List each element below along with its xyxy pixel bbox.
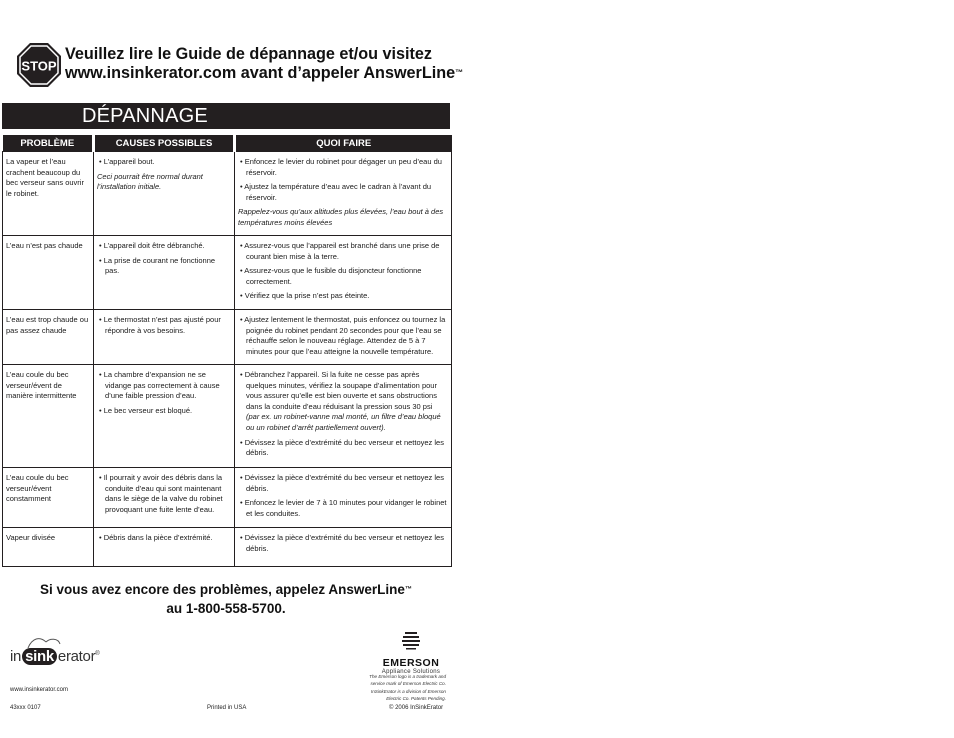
actions-cell	[235, 152, 452, 236]
emerson-name: EMERSON	[382, 657, 440, 669]
causes-cell	[94, 310, 235, 365]
header-problem: PROBLÈME	[3, 135, 94, 152]
causes-cell	[94, 528, 235, 567]
causes-cell	[94, 365, 235, 468]
website-link: www.insinkerator.com	[10, 687, 69, 693]
problem-cell: L’eau est trop chaude ou pas assez chaude	[3, 310, 94, 365]
problem-cell: L’eau n’est pas chaude	[3, 236, 94, 310]
header-causes: CAUSES POSSIBLES	[94, 135, 235, 152]
action-item: • Vérifiez que la prise n’est pas éteinte.	[240, 291, 370, 301]
trademark-note: The Emerson logo is a trademark and service mark of Emerson Electric Co. InSinkErator is a division of Emerson Electric Co. Patents Pending.	[369, 674, 446, 702]
callout-line-1: Si vous avez encore des problèmes, appelez AnswerLine™	[40, 582, 412, 597]
stop-sign-text: STOP	[21, 58, 57, 74]
problem-cell: L’eau coule du bec verseur/évent de manière intermittente	[3, 365, 94, 468]
table-row	[3, 152, 452, 236]
action-item: • Enfoncez le levier du robinet pour dégager un peu d’eau du réservoir.	[240, 157, 442, 177]
insinkerator-logo	[10, 634, 110, 684]
printed-in: Printed in USA	[207, 705, 247, 711]
answerline-callout	[2, 580, 450, 618]
callout-line-2: au 1-800-558-5700.	[166, 601, 286, 616]
action-item: • Dévissez la pièce d’extrémité du bec verseur et nettoyez les débris.	[240, 437, 444, 458]
cause-item: • Débris dans la pièce d’extrémité.	[99, 533, 213, 542]
cause-note: Ceci pourrait être normal durant l’installation initiale.	[97, 171, 203, 192]
table-row	[3, 528, 452, 567]
action-item: • Assurez-vous que l’appareil est branché dans une prise de courant bien mise à la terre.	[240, 241, 440, 261]
header	[16, 42, 464, 90]
table-row	[3, 468, 452, 528]
causes-cell	[94, 236, 235, 310]
troubleshooting-table	[2, 135, 452, 567]
causes-cell	[94, 468, 235, 528]
header-text	[65, 45, 463, 83]
action-item: • Dévissez la pièce d’extrémité du bec verseur et nettoyez les débris.	[240, 533, 444, 553]
problem-cell: La vapeur et l’eau crachent beaucoup du bec verseur sans ouvrir le robinet.	[3, 152, 94, 236]
table-row	[3, 365, 452, 468]
emerson-globe-icon	[401, 630, 421, 650]
action-item: • Assurez-vous que le fusible du disjoncteur fonctionne correctement.	[240, 266, 422, 286]
emerson-logo	[370, 630, 452, 675]
action-item: • Débranchez l’appareil. Si la fuite ne cesse pas après quelques minutes, vérifiez la soupape d’alimentation pour vous assurer qu’elle est bien ouverte et sans obstructions dans la conduite d’eau réduisant la pression sous 30 psi (par ex. un robinet-vanne mal monté, un filtre d’eau bloqué ou un robinet d’arrêt partiellement ouvert).	[240, 370, 441, 432]
cause-item: • L’appareil doit être débranché.	[99, 241, 205, 250]
action-item: • Dévissez la pièce d’extrémité du bec verseur et nettoyez les débris.	[240, 473, 444, 493]
cause-item: • L’appareil bout.	[99, 157, 155, 166]
stop-sign-icon	[16, 42, 62, 88]
action-item: • Ajustez la température d’eau avec le cadran à l’avant du réservoir.	[240, 182, 432, 202]
actions-cell	[235, 236, 452, 310]
actions-cell	[235, 310, 452, 365]
problem-cell: L’eau coule du bec verseur/évent constamment	[3, 468, 94, 528]
action-item: • Enfoncez le levier de 7 à 10 minutes pour vidanger le robinet et les conduites.	[240, 498, 447, 518]
logo-wordmark: in sink erator®	[10, 648, 100, 665]
problem-cell: Vapeur divisée	[3, 528, 94, 567]
table-row	[3, 310, 452, 365]
copyright: © 2006 InSinkErator	[389, 705, 444, 711]
document-code: 43xxx 0107	[10, 705, 41, 711]
cause-item: • Le bec verseur est bloqué.	[99, 405, 193, 415]
actions-cell	[235, 528, 452, 567]
table-header-row	[3, 135, 452, 152]
cause-item: • Il pourrait y avoir des débris dans la conduite d’eau qui sont maintenant dans le siège de la valve du robinet provoquant une fuite lente d’eau.	[99, 473, 223, 514]
header-line-1: Veuillez lire le Guide de dépannage et/ou visitez	[65, 45, 433, 63]
actions-cell	[235, 365, 452, 468]
cause-item: • Le thermostat n’est pas ajusté pour répondre à vos besoins.	[99, 315, 221, 335]
cause-item: • La chambre d’expansion ne se vidange pas correctement à cause d’une faible pression d’eau.	[99, 370, 220, 401]
emerson-subtitle: Appliance Solutions	[381, 669, 441, 675]
cause-item: • La prise de courant ne fonctionne pas.	[99, 255, 216, 276]
causes-cell	[94, 152, 235, 236]
section-banner: DÉPANNAGE	[2, 103, 450, 129]
actions-cell	[235, 468, 452, 528]
header-line-2: www.insinkerator.com avant d’appeler AnswerLine™	[65, 64, 464, 82]
table-row	[3, 236, 452, 310]
action-note: Rappelez-vous qu’aux altitudes plus élevées, l’eau bout à des températures moins élevées	[238, 207, 444, 227]
header-actions: QUOI FAIRE	[235, 135, 452, 152]
action-item: • Ajustez lentement le thermostat, puis enfoncez ou tournez la poignée du robinet pendant 20 secondes pour que l’eau se réchauffe selon le nouveau réglage. Attendez de 5 à 7 minutes pour que l’eau atteigne la nouvelle température.	[240, 315, 446, 356]
action-inline-note: (par ex. un robinet-vanne mal monté, un filtre d’eau bloqué ou un robinet d’arrêt partiellement ouvert).	[246, 412, 441, 432]
